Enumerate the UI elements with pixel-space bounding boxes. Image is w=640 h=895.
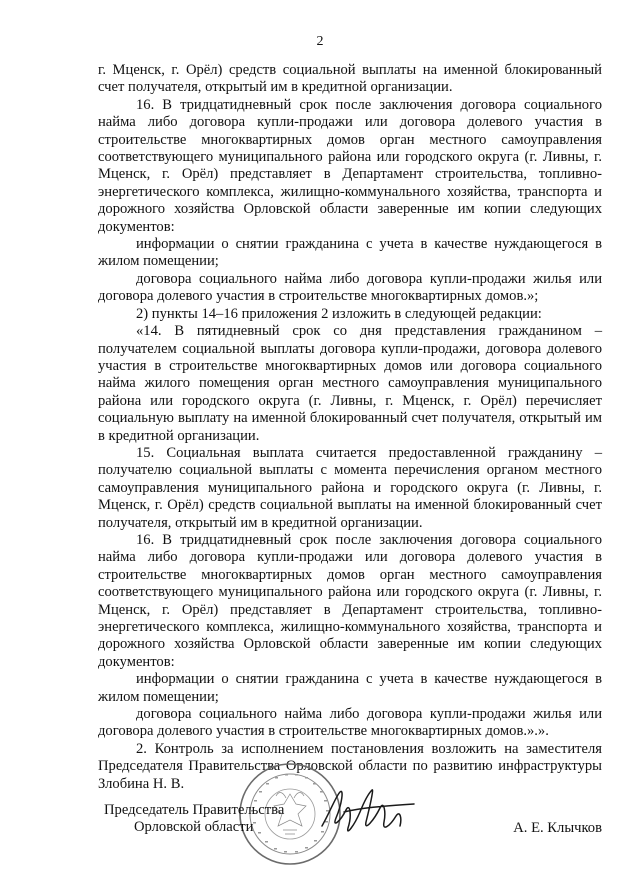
paragraph: 2. Контроль за исполнением постановления возложить на заместителя Председателя Правительства Орловской области по развитию инфраструктуры Злобина Н. В. — [98, 740, 602, 792]
paragraph: «14. В пятидневный срок со дня представления гражданином – получателем социальной выплаты договора купли-продажи, договора долевого участия в строительстве многоквартирных домов или договора социального найма жилого помещения орган местного самоуправления муниципального района или городского округа (г. Ливны, г. Мценск, г. Орёл) перечисляет социальную выплату на именной блокированный счет получателя, открытый им в кредитной организации. — [98, 323, 602, 444]
signatory-title-line: Председатель Правительства — [104, 802, 285, 818]
page-number: 2 — [316, 34, 324, 49]
signatory-title-line: Орловской области — [134, 819, 254, 836]
signatory-title — [104, 802, 304, 837]
paragraph: договора социального найма либо договора купли-продажи жилья или договора долевого участия в строительстве многоквартирных домов.»; — [98, 270, 602, 305]
handwritten-signature-icon — [318, 782, 428, 844]
signatory-name: А. Е. Клычков — [513, 820, 602, 836]
paragraph: г. Мценск, г. Орёл) средств социальной выплаты на именной блокированный счет получателя, открытый им в кредитной организации. — [98, 62, 602, 96]
paragraph: 2) пункты 14–16 приложения 2 изложить в следующей редакции: — [136, 305, 542, 322]
paragraph: информации о снятии гражданина с учета в качестве нуждающегося в жилом помещении; — [98, 671, 602, 705]
paragraph: информации о снятии гражданина с учета в качестве нуждающегося в жилом помещении; — [98, 236, 602, 270]
document-body — [98, 62, 602, 793]
paragraph: 16. В тридцатидневный срок после заключения договора социального найма либо договора купли-продажи или договора долевого участия в строительстве многоквартирных домов орган местного самоуправления соответствующего муниципального района или городского округа (г. Ливны, г. Мценск, г. Орёл) представляет в Департамент строительства, топливно-энергетического комплекса, жилищно-коммунального хозяйства, транспорта и дорожного хозяйства Орловской области заверенные им копии следующих документов: — [98, 96, 602, 235]
paragraph: 16. В тридцатидневный срок после заключения договора социального найма либо договора купли-продажи или договора долевого участия в строительстве многоквартирных домов орган местного самоуправления соответствующего муниципального района или городского округа (г. Ливны, г. Мценск, г. Орёл) представляет в Департамент строительства, топливно-энергетического комплекса, жилищно-коммунального хозяйства, транспорта и дорожного хозяйства Орловской области заверенные им копии следующих документов: — [98, 531, 602, 670]
paragraph: 15. Социальная выплата считается предоставленной гражданину – получателю социальной выплаты с момента перечисления органом местного самоуправления муниципального района и городского округа (г. Ливны, г. Мценск, г. Орёл) средств социальной выплаты на именной блокированный счет получателя, открытый им в кредитной организации. — [98, 444, 602, 531]
paragraph: договора социального найма либо договора купли-продажи жилья или договора долевого участия в строительстве многоквартирных домов.».». — [98, 706, 602, 740]
